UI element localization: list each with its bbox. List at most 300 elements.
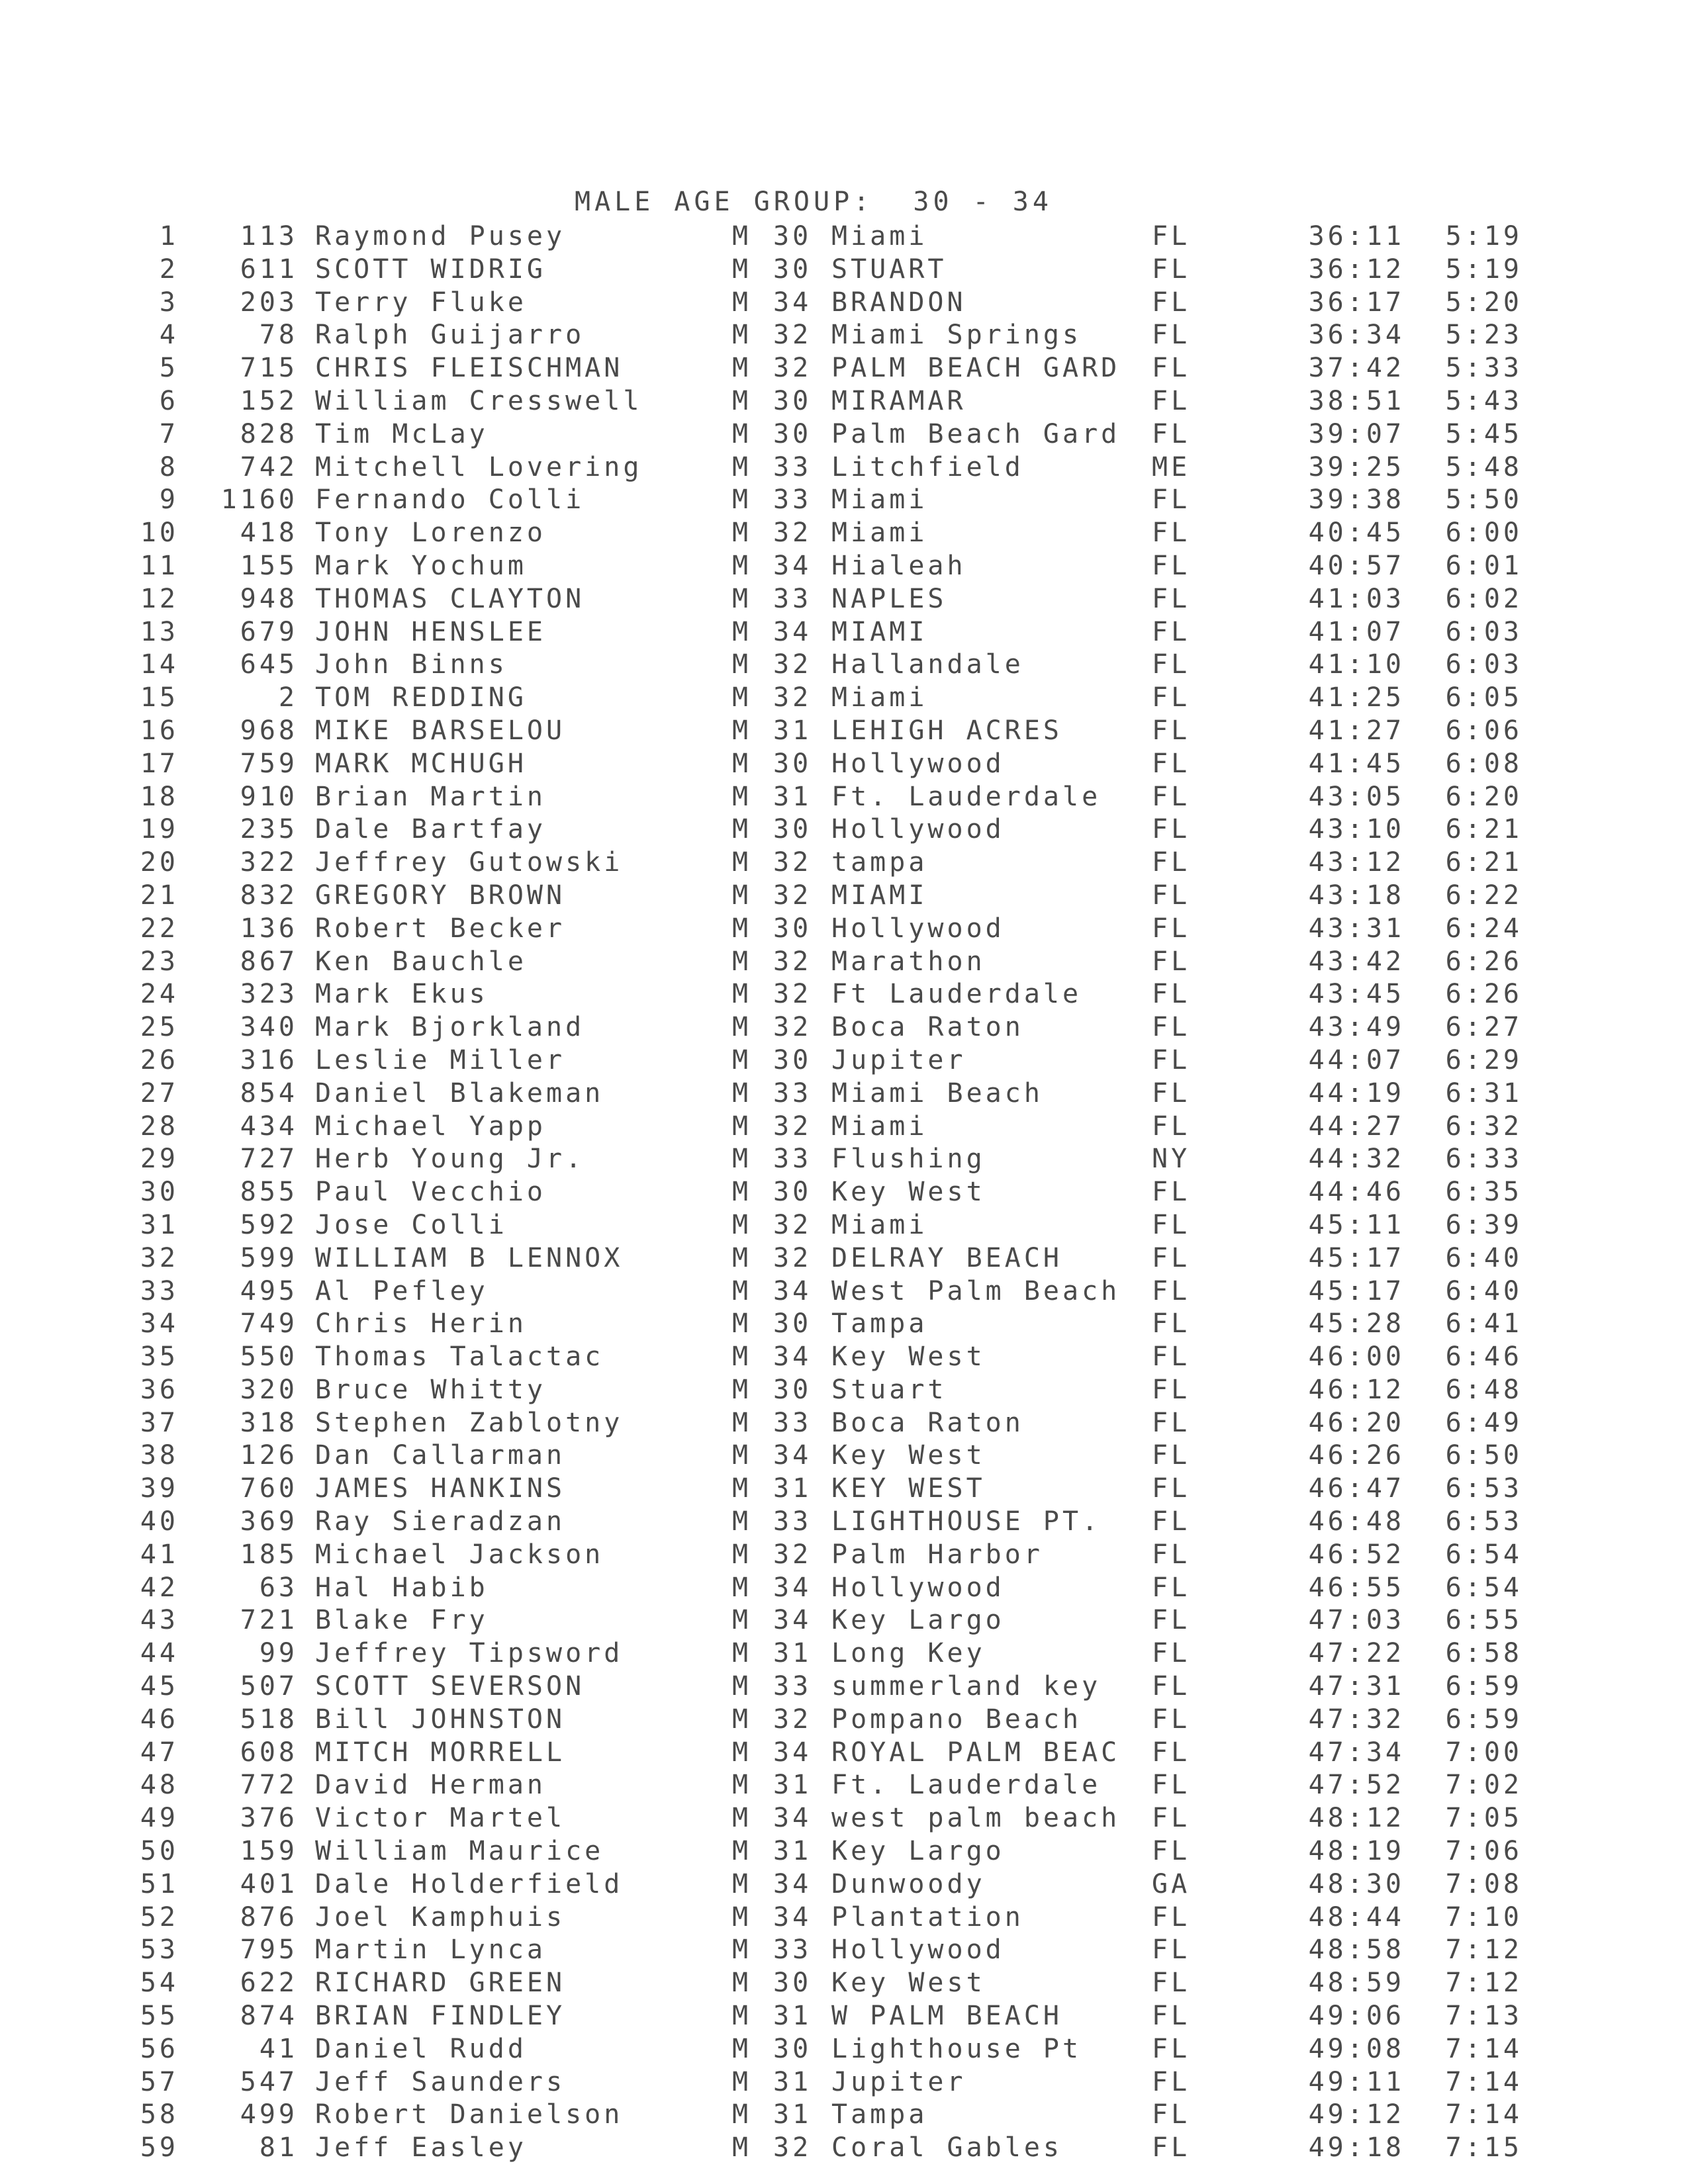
runner-name: Tony Lorenzo	[315, 518, 546, 549]
runner-name: Leslie Miller	[315, 1044, 566, 1075]
table-row	[0, 1341, 1688, 1374]
bib-cell: 81	[259, 2132, 298, 2163]
city-cell: PALM BEACH GARD	[831, 353, 1121, 384]
table-row	[0, 1374, 1688, 1407]
place-cell: 45	[140, 1671, 179, 1702]
sex-cell: M	[732, 1704, 752, 1735]
age-cell: 31	[773, 2099, 812, 2130]
runner-name: Daniel Rudd	[315, 2033, 527, 2064]
finish-time: 47:03	[1308, 1605, 1405, 1636]
bib-cell: 547	[240, 2066, 298, 2097]
city-cell: Litchfield	[831, 451, 1024, 482]
age-cell: 32	[773, 320, 812, 351]
sex-cell: M	[732, 1868, 752, 1899]
pace-cell: 6:32	[1445, 1111, 1523, 1142]
finish-time: 49:12	[1308, 2099, 1405, 2130]
runner-name: Dale Holderfield	[315, 1868, 624, 1899]
pace-cell: 6:59	[1445, 1704, 1523, 1735]
sex-cell: M	[732, 287, 752, 318]
sex-cell: M	[732, 253, 752, 285]
age-cell: 32	[773, 682, 812, 713]
table-row	[0, 1901, 1688, 1934]
place-cell: 40	[140, 1506, 179, 1537]
finish-time: 40:45	[1308, 518, 1405, 549]
city-cell: summerland key	[831, 1671, 1102, 1702]
state-cell: ME	[1152, 451, 1191, 482]
city-cell: Stuart	[831, 1374, 947, 1405]
pace-cell: 5:20	[1445, 287, 1523, 318]
runner-name: Paul Vecchio	[315, 1177, 546, 1208]
runner-name: Tim McLay	[315, 418, 489, 449]
table-row	[0, 287, 1688, 320]
age-cell: 32	[773, 880, 812, 911]
age-cell: 32	[773, 1704, 812, 1735]
place-cell: 10	[140, 518, 179, 549]
table-row	[0, 1111, 1688, 1144]
age-cell: 34	[773, 1440, 812, 1471]
state-cell: FL	[1152, 1242, 1191, 1273]
age-cell: 32	[773, 2132, 812, 2163]
bib-cell: 874	[240, 2001, 298, 2032]
finish-time: 41:27	[1308, 715, 1405, 746]
age-cell: 30	[773, 1177, 812, 1208]
place-cell: 6	[159, 385, 179, 416]
finish-time: 47:22	[1308, 1638, 1405, 1669]
sex-cell: M	[732, 1308, 752, 1340]
runner-name: Brian Martin	[315, 781, 546, 812]
bib-cell: 322	[240, 847, 298, 878]
age-cell: 32	[773, 1242, 812, 1273]
age-cell: 32	[773, 1539, 812, 1570]
age-cell: 33	[773, 484, 812, 516]
state-cell: FL	[1152, 385, 1191, 416]
place-cell: 33	[140, 1275, 179, 1306]
runner-name: Ken Bauchle	[315, 946, 527, 977]
finish-time: 45:11	[1308, 1209, 1405, 1240]
city-cell: Ft. Lauderdale	[831, 781, 1102, 812]
table-row	[0, 813, 1688, 846]
state-cell: GA	[1152, 1868, 1191, 1899]
bib-cell: 235	[240, 814, 298, 845]
state-cell: FL	[1152, 748, 1191, 779]
sex-cell: M	[732, 1901, 752, 1933]
pace-cell: 6:54	[1445, 1539, 1523, 1570]
state-cell: FL	[1152, 1111, 1191, 1142]
age-cell: 30	[773, 2033, 812, 2064]
state-cell: FL	[1152, 616, 1191, 647]
table-row	[0, 1077, 1688, 1111]
runner-name: Victor Martel	[315, 1803, 566, 1834]
state-cell: FL	[1152, 1077, 1191, 1109]
runner-name: Mark Yochum	[315, 550, 527, 581]
bib-cell: 369	[240, 1506, 298, 1537]
runner-name: Bruce Whitty	[315, 1374, 546, 1405]
age-cell: 30	[773, 1308, 812, 1340]
runner-name: Mitchell Lovering	[315, 451, 643, 482]
runner-name: Michael Yapp	[315, 1111, 546, 1142]
finish-time: 46:26	[1308, 1440, 1405, 1471]
runner-name: SCOTT WIDRIG	[315, 253, 546, 285]
table-row	[0, 220, 1688, 253]
runner-name: RICHARD GREEN	[315, 1968, 566, 1999]
city-cell: Miami Springs	[831, 320, 1082, 351]
finish-time: 39:38	[1308, 484, 1405, 516]
place-cell: 35	[140, 1342, 179, 1373]
runner-name: Terry Fluke	[315, 287, 527, 318]
city-cell: Tampa	[831, 2099, 928, 2130]
runner-name: Chris Herin	[315, 1308, 527, 1340]
city-cell: Hollywood	[831, 913, 1005, 944]
place-cell: 7	[159, 418, 179, 449]
sex-cell: M	[732, 1737, 752, 1768]
place-cell: 19	[140, 814, 179, 845]
place-cell: 49	[140, 1803, 179, 1834]
finish-time: 45:17	[1308, 1275, 1405, 1306]
city-cell: tampa	[831, 847, 928, 878]
city-cell: Tampa	[831, 1308, 928, 1340]
age-cell: 30	[773, 814, 812, 845]
table-row	[0, 1308, 1688, 1341]
state-cell: FL	[1152, 1407, 1191, 1438]
table-row	[0, 451, 1688, 484]
runner-name: JAMES HANKINS	[315, 1473, 566, 1504]
state-cell: FL	[1152, 814, 1191, 845]
state-cell: FL	[1152, 550, 1191, 581]
state-cell: FL	[1152, 2001, 1191, 2032]
state-cell: FL	[1152, 253, 1191, 285]
city-cell: Hollywood	[831, 748, 1005, 779]
state-cell: FL	[1152, 484, 1191, 516]
runner-name: Thomas Talactac	[315, 1342, 604, 1373]
finish-time: 44:07	[1308, 1044, 1405, 1075]
bib-cell: 318	[240, 1407, 298, 1438]
city-cell: Key West	[831, 1342, 986, 1373]
state-cell: FL	[1152, 1308, 1191, 1340]
finish-time: 43:42	[1308, 946, 1405, 977]
pace-cell: 5:48	[1445, 451, 1523, 482]
table-row	[0, 1176, 1688, 1209]
finish-time: 43:10	[1308, 814, 1405, 845]
age-cell: 33	[773, 1407, 812, 1438]
finish-time: 36:17	[1308, 287, 1405, 318]
place-cell: 38	[140, 1440, 179, 1471]
table-row	[0, 1011, 1688, 1044]
table-row	[0, 418, 1688, 451]
table-row	[0, 616, 1688, 649]
finish-time: 41:10	[1308, 649, 1405, 680]
pace-cell: 7:00	[1445, 1737, 1523, 1768]
place-cell: 27	[140, 1077, 179, 1109]
age-cell: 31	[773, 781, 812, 812]
pace-cell: 6:03	[1445, 649, 1523, 680]
table-row	[0, 1934, 1688, 1967]
finish-time: 49:06	[1308, 2001, 1405, 2032]
pace-cell: 6:49	[1445, 1407, 1523, 1438]
place-cell: 22	[140, 913, 179, 944]
bib-cell: 155	[240, 550, 298, 581]
bib-cell: 715	[240, 353, 298, 384]
city-cell: Miami	[831, 221, 928, 251]
state-cell: FL	[1152, 1901, 1191, 1933]
finish-time: 47:34	[1308, 1737, 1405, 1768]
runner-name: MITCH MORRELL	[315, 1737, 566, 1768]
place-cell: 16	[140, 715, 179, 746]
pace-cell: 7:10	[1445, 1901, 1523, 1933]
place-cell: 52	[140, 1901, 179, 1933]
place-cell: 30	[140, 1177, 179, 1208]
bib-cell: 376	[240, 1803, 298, 1834]
age-cell: 32	[773, 1209, 812, 1240]
pace-cell: 6:35	[1445, 1177, 1523, 1208]
state-cell: FL	[1152, 1770, 1191, 1801]
sex-cell: M	[732, 583, 752, 614]
sex-cell: M	[732, 418, 752, 449]
pace-cell: 5:19	[1445, 253, 1523, 285]
bib-cell: 1160	[220, 484, 298, 516]
pace-cell: 5:50	[1445, 484, 1523, 516]
finish-time: 47:52	[1308, 1770, 1405, 1801]
table-row	[0, 319, 1688, 352]
pace-cell: 6:05	[1445, 682, 1523, 713]
state-cell: FL	[1152, 418, 1191, 449]
state-cell: FL	[1152, 320, 1191, 351]
place-cell: 43	[140, 1605, 179, 1636]
pace-cell: 6:26	[1445, 979, 1523, 1010]
place-cell: 37	[140, 1407, 179, 1438]
place-cell: 24	[140, 979, 179, 1010]
pace-cell: 7:06	[1445, 1836, 1523, 1867]
age-cell: 34	[773, 1605, 812, 1636]
state-cell: FL	[1152, 221, 1191, 251]
bib-cell: 401	[240, 1868, 298, 1899]
pace-cell: 7:05	[1445, 1803, 1523, 1834]
pace-cell: 7:12	[1445, 1968, 1523, 1999]
pace-cell: 7:15	[1445, 2132, 1523, 2163]
state-cell: FL	[1152, 1968, 1191, 1999]
runner-name: THOMAS CLAYTON	[315, 583, 585, 614]
finish-time: 49:08	[1308, 2033, 1405, 2064]
state-cell: FL	[1152, 1803, 1191, 1834]
finish-time: 43:05	[1308, 781, 1405, 812]
age-cell: 32	[773, 979, 812, 1010]
city-cell: STUART	[831, 253, 947, 285]
bib-cell: 832	[240, 880, 298, 911]
finish-time: 39:07	[1308, 418, 1405, 449]
city-cell: Flushing	[831, 1144, 986, 1175]
bib-cell: 876	[240, 1901, 298, 1933]
table-row	[0, 649, 1688, 682]
sex-cell: M	[732, 1539, 752, 1570]
city-cell: DELRAY BEACH	[831, 1242, 1062, 1273]
age-cell: 34	[773, 1868, 812, 1899]
bib-cell: 645	[240, 649, 298, 680]
runner-name: Dan Callarman	[315, 1440, 566, 1471]
sex-cell: M	[732, 2001, 752, 2032]
finish-time: 47:31	[1308, 1671, 1405, 1702]
city-cell: Ft. Lauderdale	[831, 1770, 1102, 1801]
runner-name: Michael Jackson	[315, 1539, 604, 1570]
place-cell: 5	[159, 353, 179, 384]
runner-name: David Herman	[315, 1770, 546, 1801]
table-row	[0, 880, 1688, 913]
state-cell: FL	[1152, 880, 1191, 911]
table-row	[0, 946, 1688, 979]
sex-cell: M	[732, 1671, 752, 1702]
finish-time: 44:19	[1308, 1077, 1405, 1109]
bib-cell: 99	[259, 1638, 298, 1669]
finish-time: 48:19	[1308, 1836, 1405, 1867]
bib-cell: 749	[240, 1308, 298, 1340]
finish-time: 46:12	[1308, 1374, 1405, 1405]
sex-cell: M	[732, 320, 752, 351]
city-cell: Palm Beach Gard	[831, 418, 1121, 449]
city-cell: Miami	[831, 484, 928, 516]
state-cell: FL	[1152, 353, 1191, 384]
pace-cell: 7:08	[1445, 1868, 1523, 1899]
finish-time: 46:55	[1308, 1572, 1405, 1603]
state-cell: FL	[1152, 1506, 1191, 1537]
sex-cell: M	[732, 682, 752, 713]
state-cell: FL	[1152, 1638, 1191, 1669]
pace-cell: 6:03	[1445, 616, 1523, 647]
city-cell: Dunwoody	[831, 1868, 986, 1899]
finish-time: 45:28	[1308, 1308, 1405, 1340]
sex-cell: M	[732, 1605, 752, 1636]
table-row	[0, 978, 1688, 1011]
place-cell: 41	[140, 1539, 179, 1570]
sex-cell: M	[732, 880, 752, 911]
finish-time: 43:18	[1308, 880, 1405, 911]
state-cell: FL	[1152, 1044, 1191, 1075]
runner-name: Bill JOHNSTON	[315, 1704, 566, 1735]
city-cell: Hollywood	[831, 1934, 1005, 1966]
bib-cell: 772	[240, 1770, 298, 1801]
pace-cell: 6:33	[1445, 1144, 1523, 1175]
sex-cell: M	[732, 1638, 752, 1669]
sex-cell: M	[732, 1440, 752, 1471]
table-row	[0, 2066, 1688, 2099]
table-row	[0, 1802, 1688, 1835]
place-cell: 18	[140, 781, 179, 812]
city-cell: Palm Harbor	[831, 1539, 1043, 1570]
pace-cell: 6:29	[1445, 1044, 1523, 1075]
table-row	[0, 550, 1688, 583]
table-row	[0, 1143, 1688, 1176]
age-cell: 30	[773, 221, 812, 251]
city-cell: West Palm Beach	[831, 1275, 1121, 1306]
state-cell: FL	[1152, 1704, 1191, 1735]
finish-time: 43:45	[1308, 979, 1405, 1010]
state-cell: FL	[1152, 1012, 1191, 1043]
place-cell: 15	[140, 682, 179, 713]
age-cell: 34	[773, 1901, 812, 1933]
age-cell: 33	[773, 1077, 812, 1109]
table-row	[0, 1539, 1688, 1572]
city-cell: Key Largo	[831, 1836, 1005, 1867]
runner-name: William Maurice	[315, 1836, 604, 1867]
state-cell: FL	[1152, 1671, 1191, 1702]
age-cell: 30	[773, 913, 812, 944]
runner-name: Dale Bartfay	[315, 814, 546, 845]
sex-cell: M	[732, 518, 752, 549]
sex-cell: M	[732, 1342, 752, 1373]
pace-cell: 6:31	[1445, 1077, 1523, 1109]
pace-cell: 7:14	[1445, 2099, 1523, 2130]
sex-cell: M	[732, 385, 752, 416]
city-cell: Key West	[831, 1968, 986, 1999]
place-cell: 48	[140, 1770, 179, 1801]
city-cell: Key West	[831, 1440, 986, 1471]
state-cell: FL	[1152, 2132, 1191, 2163]
city-cell: W PALM BEACH	[831, 2001, 1062, 2032]
state-cell: FL	[1152, 1440, 1191, 1471]
sex-cell: M	[732, 550, 752, 581]
pace-cell: 6:00	[1445, 518, 1523, 549]
pace-cell: 5:23	[1445, 320, 1523, 351]
finish-time: 47:32	[1308, 1704, 1405, 1735]
state-cell: FL	[1152, 979, 1191, 1010]
table-row	[0, 1967, 1688, 2000]
table-row	[0, 2033, 1688, 2066]
city-cell: Plantation	[831, 1901, 1024, 1933]
table-row	[0, 484, 1688, 517]
runner-name: Stephen Zablotny	[315, 1407, 624, 1438]
runner-name: Daniel Blakeman	[315, 1077, 604, 1109]
age-cell: 32	[773, 946, 812, 977]
table-row	[0, 846, 1688, 880]
age-cell: 32	[773, 518, 812, 549]
bib-cell: 910	[240, 781, 298, 812]
pace-cell: 6:48	[1445, 1374, 1523, 1405]
bib-cell: 854	[240, 1077, 298, 1109]
finish-time: 49:11	[1308, 2066, 1405, 2097]
place-cell: 50	[140, 1836, 179, 1867]
state-cell: FL	[1152, 649, 1191, 680]
table-row	[0, 1769, 1688, 1802]
pace-cell: 6:20	[1445, 781, 1523, 812]
runner-name: Jeffrey Gutowski	[315, 847, 624, 878]
runner-name: Mark Bjorkland	[315, 1012, 585, 1043]
runner-name: Ray Sieradzan	[315, 1506, 566, 1537]
state-cell: FL	[1152, 1836, 1191, 1867]
finish-time: 41:25	[1308, 682, 1405, 713]
pace-cell: 6:53	[1445, 1506, 1523, 1537]
finish-time: 48:58	[1308, 1934, 1405, 1966]
place-cell: 55	[140, 2001, 179, 2032]
city-cell: Miami	[831, 518, 928, 549]
bib-cell: 759	[240, 748, 298, 779]
pace-cell: 6:21	[1445, 814, 1523, 845]
sex-cell: M	[732, 1242, 752, 1273]
bib-cell: 185	[240, 1539, 298, 1570]
city-cell: Miami	[831, 682, 928, 713]
place-cell: 51	[140, 1868, 179, 1899]
city-cell: Key West	[831, 1177, 986, 1208]
pace-cell: 6:59	[1445, 1671, 1523, 1702]
state-cell: FL	[1152, 583, 1191, 614]
finish-time: 39:25	[1308, 451, 1405, 482]
age-cell: 32	[773, 1012, 812, 1043]
place-cell: 36	[140, 1374, 179, 1405]
finish-time: 46:52	[1308, 1539, 1405, 1570]
runner-name: Herb Young Jr.	[315, 1144, 585, 1175]
pace-cell: 6:08	[1445, 748, 1523, 779]
runner-name: Blake Fry	[315, 1605, 489, 1636]
pace-cell: 6:40	[1445, 1275, 1523, 1306]
bib-cell: 611	[240, 253, 298, 285]
city-cell: Coral Gables	[831, 2132, 1062, 2163]
city-cell: Hollywood	[831, 1572, 1005, 1603]
